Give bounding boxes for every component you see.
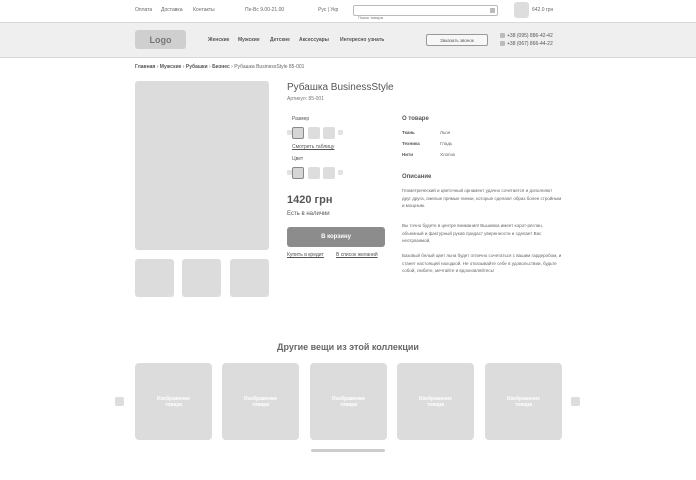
nav-men[interactable]: Мужские	[238, 37, 260, 43]
carousel-scrollbar[interactable]	[311, 449, 385, 452]
wishlist-link[interactable]: В список желаний	[336, 252, 378, 258]
related-title: Другие вещи из этой коллекции	[277, 342, 419, 352]
color-option-selected[interactable]	[292, 167, 304, 179]
breadcrumb-shirts[interactable]: Рубашки	[185, 64, 208, 70]
product-image-placeholder: Изображение товара	[156, 395, 191, 408]
related-product-card[interactable]	[485, 363, 562, 440]
callback-button[interactable]: Заказать звонок	[426, 34, 488, 46]
product-image-placeholder: Изображение товара	[243, 395, 278, 408]
related-product-card[interactable]	[135, 363, 212, 440]
cart-icon[interactable]	[514, 2, 529, 18]
description-paragraph: Геометрический и цветочный орнамент удачно сочетается и дополняют друг друга, смелые прямые линии, которые сделают образ более стройным и мощным.	[402, 188, 562, 209]
size-table-link[interactable]: Смотреть таблицу	[292, 144, 335, 150]
size-option[interactable]	[308, 127, 320, 139]
color-option[interactable]	[308, 167, 320, 179]
about-title: О товаре	[402, 116, 429, 122]
product-image-placeholder: Изображение товара	[331, 395, 366, 408]
working-hours: Пн-Вс 9.00-21.00	[245, 7, 285, 13]
phone-1[interactable]: +38 (095) 886-42-42	[507, 33, 553, 39]
product-image-placeholder: Изображение товара	[506, 395, 541, 408]
size-option-selected[interactable]	[292, 127, 304, 139]
prop-thread-label: Нити	[402, 152, 413, 157]
prop-fabric-label: Ткань	[402, 130, 415, 135]
language-switcher[interactable]: Рус | Укр	[318, 7, 339, 13]
prop-fabric-value: Льон	[440, 130, 451, 135]
color-next-arrow[interactable]	[338, 170, 343, 175]
breadcrumb: Главная › Мужские › Рубашки › Бизнес › Рубашка BusinessStyle 85-001	[135, 64, 305, 70]
top-bar	[0, 0, 696, 22]
logo[interactable]: Logo	[135, 30, 186, 49]
prop-technique-label: Техника	[402, 141, 420, 146]
color-option[interactable]	[323, 167, 335, 179]
description-title: Описание	[402, 174, 432, 180]
product-thumbnail[interactable]	[135, 259, 174, 297]
phone-icon	[500, 41, 505, 46]
size-option[interactable]	[323, 127, 335, 139]
topbar-link-contacts[interactable]: Контакты	[193, 7, 215, 13]
breadcrumb-current: Рубашка BusinessStyle 85-001	[234, 64, 305, 70]
product-sku: Артикул: 85-001	[287, 96, 324, 102]
nav-accessories[interactable]: Аксессуары	[299, 37, 329, 43]
buy-on-credit-link[interactable]: Купить в кредит	[287, 252, 324, 258]
search-input[interactable]	[354, 13, 484, 22]
product-thumbnail[interactable]	[182, 259, 221, 297]
prop-thread-value: Хлопок	[440, 152, 456, 157]
topbar-link-delivery[interactable]: Доставка	[161, 7, 183, 13]
add-to-cart-button[interactable]: В корзину	[287, 227, 385, 247]
search-box	[353, 5, 498, 16]
related-product-card[interactable]	[310, 363, 387, 440]
prop-technique-value: Гладь	[440, 141, 453, 146]
product-image-placeholder: Изображение товара	[418, 395, 453, 408]
topbar-link-payment[interactable]: Оплата	[135, 7, 153, 13]
size-next-arrow[interactable]	[338, 130, 343, 135]
color-label: Цвет	[292, 156, 304, 162]
cart-total[interactable]: 642.0 грн	[532, 7, 554, 13]
breadcrumb-business[interactable]: Бизнес	[212, 64, 230, 70]
nav-women[interactable]: Женские	[208, 37, 230, 43]
related-product-card[interactable]	[222, 363, 299, 440]
related-product-card[interactable]	[397, 363, 474, 440]
phone-2[interactable]: +38 (067) 866-44-22	[507, 41, 553, 47]
stock-status: Есть в наличии	[287, 211, 330, 217]
search-icon[interactable]	[490, 8, 495, 13]
breadcrumb-home[interactable]: Главная	[135, 64, 156, 70]
product-thumbnail[interactable]	[230, 259, 269, 297]
carousel-prev-arrow[interactable]	[115, 397, 124, 406]
product-price: 1420 грн	[287, 194, 333, 206]
breadcrumb-men[interactable]: Мужские	[159, 64, 182, 70]
size-label: Размер	[292, 116, 310, 122]
description-paragraph: Вы точно будете в центре внимания! Вышивка имеет корот-реглан, объемный и фактурный рукав придаст уверенности и сделает Вас неотразимой.	[402, 223, 543, 244]
carousel-next-arrow[interactable]	[571, 397, 580, 406]
phone-icon	[500, 33, 505, 38]
nav-kids[interactable]: Детские	[270, 37, 290, 43]
product-main-image[interactable]	[135, 81, 269, 250]
description-paragraph: Базовый белый цвет льна будет отлично сочетаться с вашим гардеробом, и станет настоящей находкой. Не отказывайте себе в удовольствии, будьте собой, любите, мечтайте и вдохновляйтесь!	[402, 253, 562, 274]
product-title: Рубашка BusinessStyle	[287, 82, 394, 93]
nav-interesting[interactable]: Интересно узнать	[340, 37, 385, 43]
